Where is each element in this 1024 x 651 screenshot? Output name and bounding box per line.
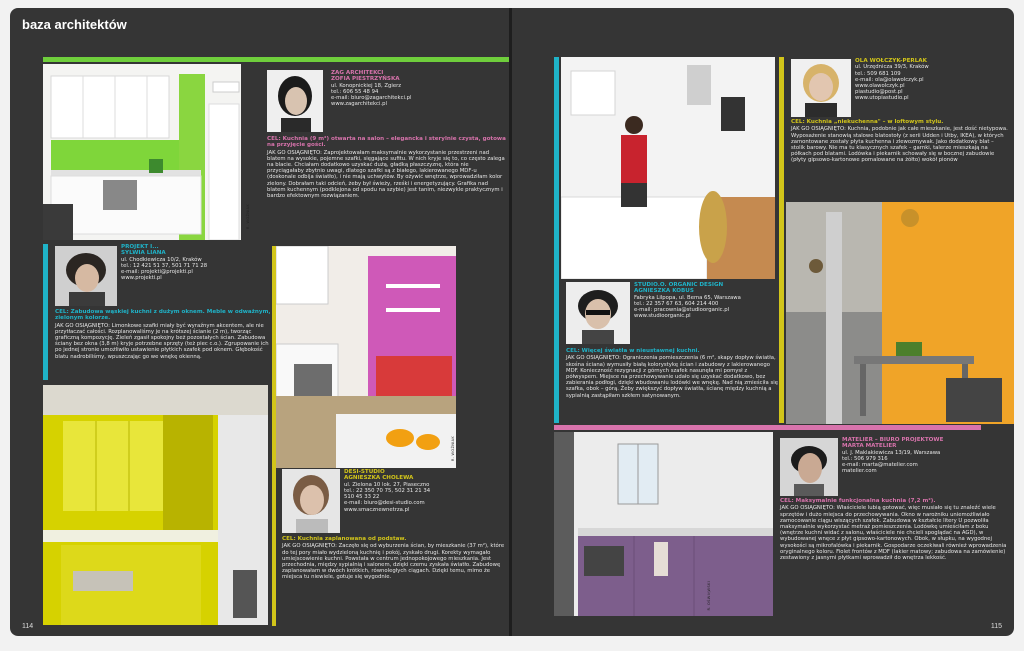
desi-address: ul. Zielona 10 lok. 27, Piaseczno <box>344 481 430 488</box>
matelier-address: ul. J. Maklakiewicza 13/19, Warszawa <box>842 449 941 456</box>
projekti-designer-portrait <box>55 246 117 306</box>
matelier-goal: CEL: Maksymalnie funkcjonalna kuchnia (7,2 m²). <box>780 498 936 504</box>
studioo-designer-name: AGNIESZKA KOBUS <box>634 288 694 295</box>
cyan-accent-bar <box>43 244 48 380</box>
projekti-email: e-mail: projekti@projekti.pl <box>121 269 193 276</box>
projekti-body: JAK GO OSIĄGNIĘTO: Limonkowe szafki miały być wyraźnym akcentem, ale nie przytłaczać całości. Rozplanowaliśmy je na krótszej ścianie (2 m), tworząc graficzną kompozycję. Zieleń zgasił spokojny beż pozostałych ścian. Zabudowa ściany bez okna (3,8 m) kryje potrzebne sprzęty (też piec c.o.). Zgrupowanie ich po jednej stronie umożliwiło ustawienie płytkich szafek pod oknem. Głębokość blatu nadrobiliśmy, wpuszczając go we wnękę okienną. <box>55 322 269 360</box>
projekti-kitchen-illustration <box>43 385 268 625</box>
zag-designer-portrait <box>267 70 323 132</box>
ola-website2: www.utopiastudio.pl <box>855 95 909 102</box>
zag-website: www.zagarchitekci.pl <box>331 101 387 108</box>
right-page-number: 115 <box>990 623 1002 630</box>
matelier-email: e-mail: marta@matelier.com <box>842 462 918 469</box>
left-page <box>10 8 510 636</box>
desi-email: e-mail: biuro@desi-studio.com <box>344 500 425 507</box>
desi-phone2: 510 45 33 22 <box>344 494 380 501</box>
ola-body: JAK GO OSIĄGNIĘTO: Kuchnia, podobnie jak całe mieszkanie, jest dość nietypowa. Wyposażenie stanowią stalowe blatostoły (z serii Udden i Utby, IKEA), w których zamontowane zostały płyta kuchenna i zlewozmywak. Jako dodatkowy blat – stolik barowy. Nie ma tu klasycznych szafek – garnki, talerze mieszkają na półkach pod blatami. Lodówka i piekarnik schowały się w bocznej zabudowie (płyty gipsowo-kartonowe pomalowane na żółto) wokół pionów <box>791 126 1008 164</box>
studioo-website: www.studioorganic.pl <box>634 313 691 320</box>
matelier-kitchen-illustration <box>554 432 773 616</box>
matelier-body: JAK GO OSIĄGNIĘTO: Właściciele lubią gotować, więc musiało się tu znaleźć wiele sprzętów i dużo miejsca do przechowywania. Okno w narożniku uniemożliwiało zamocowanie ciągu wiszących szafek. Zabudowa w kształcie litery U pozwoliła maksymalnie wykorzystać metraż pomieszczenia. Lodówkę umieściłam z boku (wnętrze kuchni widać z salonu, właściciele nie chcieli spoglądać na AGD), w wybudowanej wnęce z płyt gipsowo-kartonowych. Obok, w słupku, na wygodnej wysokości są mikrofalówka i piekarnik. Gospodarze oczekiwali również wprowadzenia oryginalnego koloru. Fiolet frontów z MDF (lakier matowy; zabudowa na zamówienie) zestawiony z jasnymi płytkami wprowadził do wnętrza lekkość. <box>780 505 1007 561</box>
desi-contact <box>344 469 508 513</box>
projekti-phone: tel.: 12 421 51 37, 501 71 71 28 <box>121 263 208 270</box>
ola-portrait-image <box>791 59 851 117</box>
projekti-goal: CEL: Zabudowa wąskiej kuchni z dużym oknem. Meble w odważnym, zielonym kolorze. <box>55 309 271 322</box>
projekti-studio-name: PROJEKT I... <box>121 244 159 250</box>
zag-photo-credit: R. WOŹNIAK <box>246 204 250 230</box>
ola-website: www.olawolczyk.pl <box>855 83 905 90</box>
studioo-phone: tel.: 22 357 67 63, 604 214 400 <box>634 301 719 308</box>
studioo-address: Fabryka Lilpopa, ul. Bema 65, Warszawa <box>634 294 741 301</box>
matelier-photo-credit: R. OŚWIĄWSKI <box>707 581 711 611</box>
zag-email: e-mail: biuro@zagarchitekci.pl <box>331 95 412 102</box>
ola-description <box>791 119 1009 164</box>
projekti-website: www.projekti.pl <box>121 275 162 282</box>
yellow-accent-bar-right <box>779 57 784 423</box>
matelier-contact <box>842 437 1012 475</box>
studioo-contact <box>634 282 780 320</box>
zag-portrait-image <box>267 70 323 132</box>
desi-kitchen-illustration <box>276 246 456 468</box>
desi-phone: tel.: 22 350 70 75, 502 31 21 34 <box>344 488 431 495</box>
studioo-portrait-image <box>566 282 630 344</box>
projekti-kitchen-photo <box>43 385 268 625</box>
projekti-designer-name: SYLWIA LIANA <box>121 250 166 257</box>
zag-body: JAK GO OSIĄGNIĘTO: Zaprojektowałam maksymalnie wykorzystanie przestrzeni nad blatem na wysokie, pojemne szafki, sięgające sufitu. W nich kryje się to, co często zalega na blacie. Chciałam dodatkowo uzyskać dużą, gładką płaszczyznę, która nie przyciągałaby zbytnio uwagi, dlatego szafki są z białego, lakierowanego MDF-u (doskonale odbija światło), i nie mają uchwytów. By ożywić wnętrze, wprowadziłam kolor zielony. Dobrałam taki odcień, żeby był świeży, rześki i energetyzujący. Grafika nad blatem kuchennym (podklejona od spodu na szybie) jest tanim, niezwykle praktycznym i bardzo efektownym rozwiązaniem. <box>267 149 505 200</box>
right-page <box>512 8 1014 636</box>
zag-designer-name: ZOFIA PIESTRZYŃSKA <box>331 76 400 83</box>
projekti-portrait-image <box>55 246 117 306</box>
matelier-designer-portrait <box>780 438 838 496</box>
ola-address: ul. Urzędnicza 39/3, Kraków <box>855 64 929 71</box>
projekti-address: ul. Chodkiewicza 10/2, Kraków <box>121 256 202 263</box>
studioo-description <box>566 348 780 399</box>
matelier-website: matelier.com <box>842 468 877 475</box>
ola-email2: piastudio@post.pl <box>855 89 903 96</box>
yellow-accent-bar-left <box>272 246 276 626</box>
zag-goal: CEL: Kuchnia (9 m²) otwarta na salon – elegancka i sterylnie czysta, gotowa na przyjęcie gości. <box>267 136 506 149</box>
ola-loft-kitchen-photo <box>786 202 1014 424</box>
ola-loft-kitchen-illustration <box>786 202 1014 424</box>
zag-contact <box>331 70 507 108</box>
zag-phone: tel.: 606 55 48 94 <box>331 89 379 96</box>
studioo-designer-portrait <box>566 282 630 344</box>
desi-body: JAK GO OSIĄGNIĘTO: Zaczęło się od wyburzenia ścian, by mieszkanie (37 m²), które do tej pory miało wydzieloną kuchnię i pokój, zyskało drugi. Korekty wymagało umiejscowienie kuchni. Powstała w centrum jednopokojowego mieszkania. Jest przechodnia, między sypialnią i salonem, dzięki czemu zyskała światło. Zabudowę zaplanowałam w dwóch krótkich, równoległych ciągach. Dzięki temu, mimo że miejsca tu niewiele, gotuje się wygodnie. <box>282 543 505 581</box>
studioo-kitchen-illustration <box>561 57 775 279</box>
cyan-accent-bar-right <box>554 57 559 423</box>
desi-photo-credit: R. WOŹNIAK <box>451 436 455 462</box>
ola-designer-name: OLA WOŁCZYK-PERLAK <box>855 58 927 64</box>
desi-portrait-image <box>282 469 340 533</box>
desi-website: www.smacznewnetrza.pl <box>344 506 410 513</box>
studioo-kitchen-photo <box>561 57 775 279</box>
pink-accent-bar <box>554 425 981 430</box>
ola-goal: CEL: Kuchnia „niekuchenna" – w loftowym stylu. <box>791 119 944 125</box>
green-accent-bar <box>43 57 510 62</box>
zag-address: ul. Konopnickiej 18, Zgierz <box>331 82 402 89</box>
ola-phone: tel.: 509 681 109 <box>855 70 901 77</box>
studioo-email: e-mail: pracownia@studioorganic.pl <box>634 307 730 314</box>
desi-studio-name: DESI-STUDIO <box>344 469 385 475</box>
studioo-goal: CEL: Więcej światła w nieustawnej kuchni. <box>566 348 700 354</box>
section-title: baza architektów <box>22 17 127 32</box>
studioo-studio-name: STUDIO.O. ORGANIC DESIGN <box>634 282 724 288</box>
zag-studio-name: ZAG ARCHITEKCI <box>331 70 384 76</box>
desi-description <box>282 536 508 581</box>
ola-contact <box>855 58 1005 102</box>
matelier-phone: tel.: 506 979 316 <box>842 456 888 463</box>
zag-description <box>267 136 507 199</box>
matelier-designer-name: MARTA MATELIER <box>842 443 897 450</box>
desi-kitchen-photo <box>276 246 456 468</box>
left-page-number: 114 <box>22 623 34 630</box>
desi-designer-name: AGNIESZKA CHOLEWA <box>344 475 414 482</box>
projekti-description <box>55 309 273 360</box>
studioo-body: JAK GO OSIĄGNIĘTO: Ograniczenia pomieszczenia (6 m², skapy dopływ światła, skośna ściana) wymusiły białą kolorystykę ścian i zabudowy z lakierowanego MDF. Konieczność rezygnacji z górnych szafek nasunęła mi pomysł z półwyspem. Miejsce na przechowywanie udało się uzyskać dodatkowo, bez zabierania podłogi, dzięki wbudowaniu lodówki we wnękę. Nad nią zmieściła się szafka, obok – górą. Żeby zwiększyć dopływ światła, ścianę między kuchnią a sypialnią zastąpiłam szkłem satynowanym. <box>566 355 778 399</box>
desi-designer-portrait <box>282 469 340 533</box>
matelier-portrait-image <box>780 438 838 496</box>
projekti-contact <box>121 244 271 282</box>
matelier-description <box>780 498 1008 561</box>
zag-kitchen-illustration <box>43 64 241 240</box>
desi-goal: CEL: Kuchnia zaplanowana od podstaw. <box>282 536 407 542</box>
ola-email: e-mail: ola@olawolczyk.pl <box>855 76 924 83</box>
matelier-kitchen-photo <box>554 432 773 616</box>
matelier-studio-name: MATELIER – BIURO PROJEKTOWE <box>842 437 944 443</box>
ola-designer-portrait <box>791 59 851 117</box>
zag-kitchen-photo <box>43 64 241 240</box>
